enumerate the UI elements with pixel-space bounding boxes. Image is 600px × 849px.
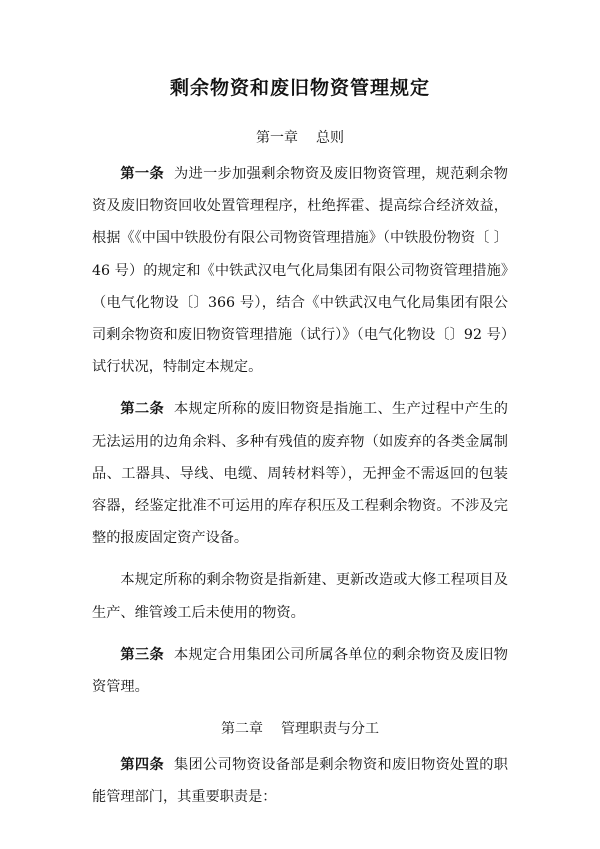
chapter-number: 第一章	[256, 130, 298, 146]
article-1	[92, 158, 508, 383]
chapter-1-heading	[92, 128, 508, 148]
article-text: 本规定所称的废旧物资是指施工、生产过程中产生的无法运用的边角余料、多种有残值的废弃物（如废弃的各类金属制品、工器具、导线、电缆、周转材料等），无押金不需返回的包装容器，经鉴定批准不可运用的库存积压及工程剩余物资。不涉及完整的报废固定资产设备。	[92, 401, 508, 547]
chapter-title: 管理职责与分工	[281, 721, 379, 738]
chapter-number: 第二章	[221, 721, 263, 738]
chapter-title: 总则	[316, 130, 344, 146]
article-text: 集团公司物资设备部是剩余物资和废旧物资处置的职能管理部门，其重要职责是：	[92, 757, 508, 806]
article-label: 第一条	[120, 166, 164, 182]
article-label: 第三条	[120, 646, 164, 663]
chapter-2-heading	[92, 719, 508, 739]
article-label: 第二条	[120, 401, 164, 418]
article-4	[92, 749, 508, 813]
article-2-paragraph-2	[92, 564, 508, 628]
article-text: 本规定合用集团公司所属各单位的剩余物资及废旧物资管理。	[92, 646, 508, 696]
article-3	[92, 639, 508, 703]
paragraph-text: 本规定所称的剩余物资是指新建、更新改造或大修工程项目及生产、维管竣工后未使用的物资。	[92, 572, 508, 621]
article-text: 为进一步加强剩余物资及废旧物资管理，规范剩余物资及废旧物资回收处置管理程序，杜绝挥霍、提高综合经济效益，根据《《中国中铁股份有限公司物资管理措施》（中铁股份物资〔 〕46 号）的规定和《中铁武汉电气化局集团有限公司物资管理措施》（电气化物设〔〕366 号），结合《中铁武汉电气化局集团有限公司剩余物资和废旧物资管理措施（试行）》（电气化物设〔〕92 号）试行状况，特制定本规定。	[92, 166, 508, 376]
article-label: 第四条	[120, 757, 164, 774]
document-title: 剩余物资和废旧物资管理规定	[169, 77, 430, 99]
article-2	[92, 393, 508, 554]
